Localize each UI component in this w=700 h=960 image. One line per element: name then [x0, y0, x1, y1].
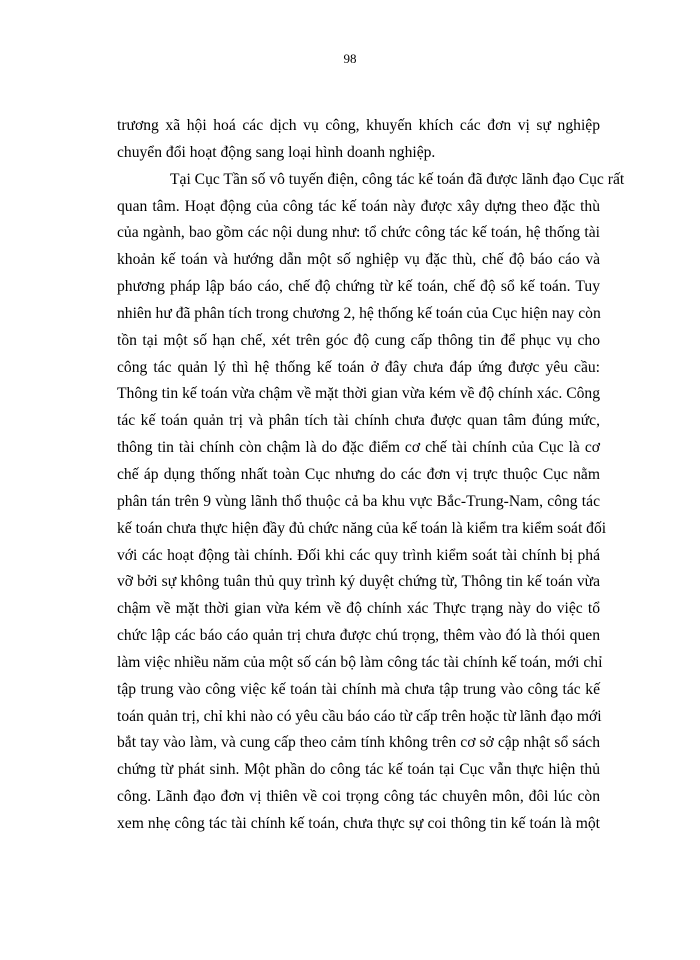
text-line: bắt tay vào làm, và cung cấp theo cảm tính không trên cơ sở cập nhật sổ sách — [117, 734, 600, 752]
text-line: chuyển đổi hoạt động sang loại hình doanh nghiệp. — [117, 143, 436, 161]
text-line: phân tán trên 9 vùng lãnh thổ thuộc cả ba khu vực Bắc-Trung-Nam, công tác — [117, 492, 600, 510]
text-line: quan tâm. Hoạt động của công tác kế toán này được xây dựng theo đặc thù — [117, 197, 600, 215]
paragraph-1 — [117, 113, 600, 167]
text-line: chậm về mặt thời gian vừa kém về độ chính xác Thực trạng này do việc tổ — [117, 600, 600, 618]
text-line: trương xã hội hoá các dịch vụ công, khuyến khích các đơn vị sự nghiệp — [117, 117, 600, 134]
text-line: chức lập các báo cáo quản trị chưa được chú trọng, thêm vào đó là thói quen — [117, 627, 600, 645]
text-line: làm việc nhiều năm của một số cán bộ làm công tác tài chính kế toán, mới chỉ — [117, 653, 603, 671]
text-line: chứng từ phát sinh. Một phần do công tác kế toán tại Cục vẫn thực hiện thủ — [117, 761, 600, 779]
text-line: Thông tin kế toán vừa chậm về mặt thời gian vừa kém về độ chính xác. Công — [117, 385, 600, 403]
text-line: phương pháp lập báo cáo, chế độ chứng từ kế toán, chế độ sổ kế toán. Tuy — [117, 278, 600, 296]
text-line: tồn tại một số hạn chế, xét trên góc độ cung cấp thông tin để phục vụ cho — [117, 331, 600, 349]
page-number: 98 — [343, 51, 357, 66]
text-line: chế áp dụng thống nhất toàn Cục nhưng do các đơn vị trực thuộc Cục nằm — [117, 465, 600, 483]
text-line: thông tin tài chính còn chậm là do đặc điểm cơ chế tài chính của Cục là cơ — [117, 439, 600, 457]
text-line: toán quản trị, chỉ khi nào có yêu cầu báo cáo từ cấp trên hoặc từ lãnh đạo mới — [117, 707, 602, 725]
text-line: nhiên hư đã phân tích trong chương 2, hệ thống kế toán của Cục hiện nay còn — [117, 304, 601, 322]
text-line: xem nhẹ công tác tài chính kế toán, chưa thực sự coi thông tin kế toán là một — [117, 814, 600, 832]
paragraph-2 — [117, 167, 625, 838]
text-line: kế toán chưa thực hiện đầy đủ chức năng của kế toán là kiểm tra kiểm soát đối — [117, 519, 607, 537]
text-line: khoản kế toán và hướng dẫn một số nghiệp vụ đặc thù, chế độ báo cáo và — [117, 251, 600, 269]
text-line: công. Lãnh đạo đơn vị thiên về coi trọng công tác chuyên môn, đôi lúc còn — [117, 788, 600, 806]
text-line: với các hoạt động tài chính. Đối khi các quy trình kiểm soát tài chính bị phá — [117, 546, 600, 564]
text-line: tác kế toán quản trị và phân tích tài chính chưa được quan tâm đúng mức, — [117, 412, 600, 430]
text-line: của ngành, bao gồm các nội dung như: tổ chức công tác kế toán, hệ thống tài — [117, 224, 600, 242]
body-text — [117, 113, 625, 838]
text-line: vỡ bởi sự không tuân thủ quy trình ký duyệt chứng từ, Thông tin kế toán vừa — [117, 573, 600, 591]
text-line: Tại Cục Tần số vô tuyến điện, công tác kế toán đã được lãnh đạo Cục rất — [170, 170, 625, 188]
text-line: công tác quản lý thì hệ thống kế toán ở đây chưa đáp ứng được yêu cầu: — [117, 358, 600, 376]
text-line: tập trung vào công việc kế toán tài chính mà chưa tập trung vào công tác kế — [117, 680, 600, 698]
